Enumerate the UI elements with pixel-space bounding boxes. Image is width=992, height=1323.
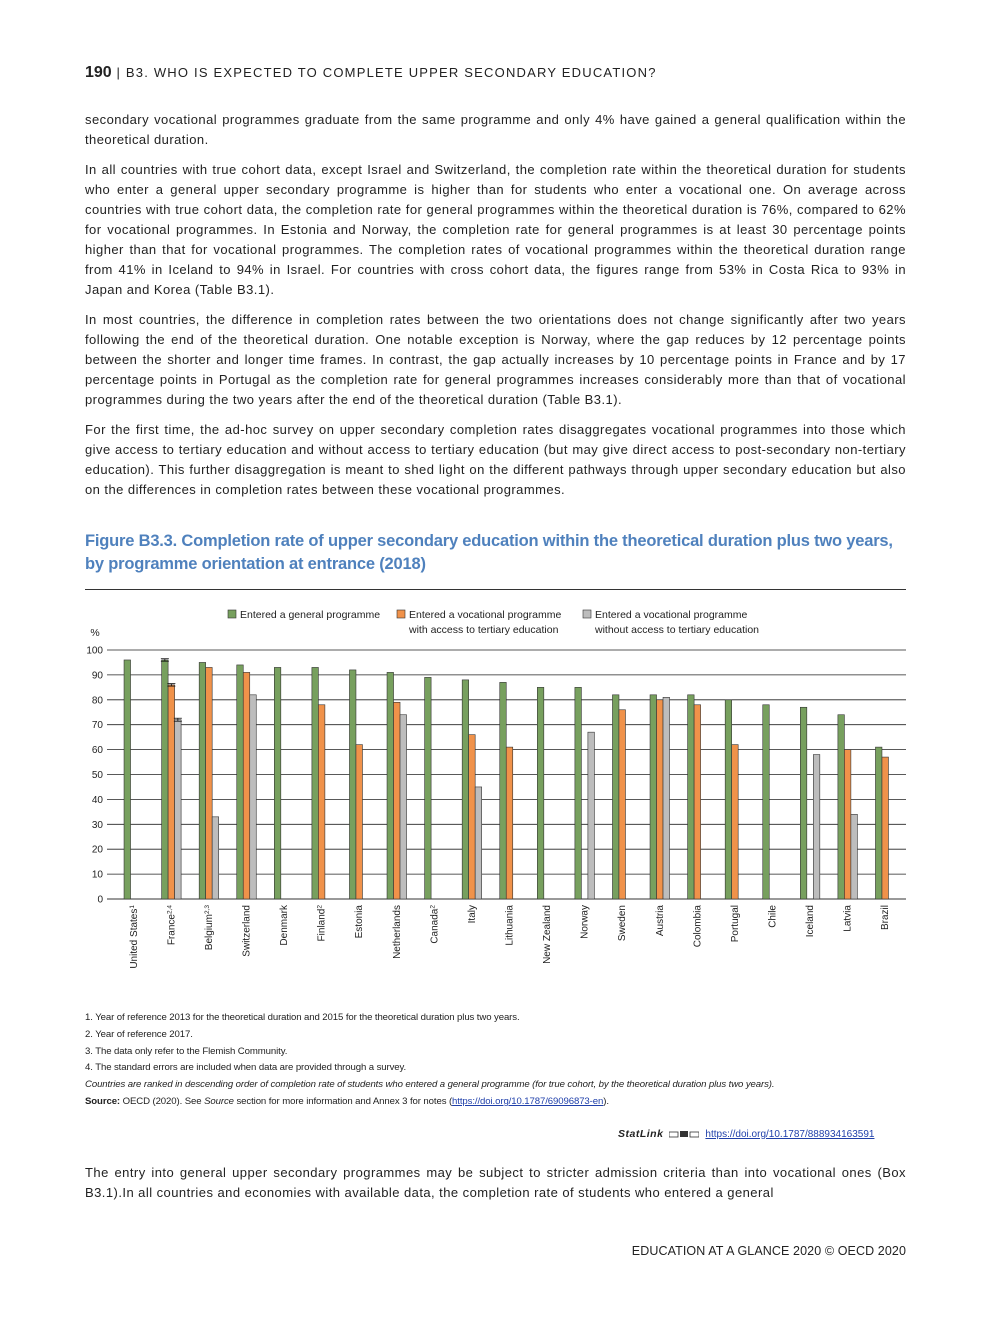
bar-vocational-tertiary: [882, 757, 889, 899]
source-italic: Source: [204, 1095, 234, 1107]
y-tick-label: 30: [91, 819, 103, 831]
closing-paragraph: The entry into general upper secondary programmes may be subject to stricter admission criteria than into vocational ones (Box B3.1).In all countries and economies with available data, the completion rate of students who entered a general: [85, 1165, 906, 1200]
figure-title: Figure B3.3. Completion rate of upper secondary education within the theoretical duration plus two years, by programme orientation at entrance (2018): [85, 532, 893, 573]
bar-general: [838, 715, 845, 899]
source-link[interactable]: https://doi.org/10.1787/69096873-en: [452, 1095, 604, 1107]
section-title: B3. WHO IS EXPECTED TO COMPLETE UPPER SECONDARY EDUCATION?: [125, 65, 657, 80]
bar-vocational-no-tertiary: [475, 787, 482, 899]
y-tick-label: 90: [91, 670, 103, 682]
y-tick-label: 20: [91, 844, 103, 856]
bar-vocational-tertiary: [469, 735, 476, 899]
bar-general: [425, 677, 432, 899]
bar-vocational-tertiary: [318, 705, 325, 899]
legend-swatch: [228, 610, 236, 618]
page-footer: EDUCATION AT A GLANCE 2020 © OECD 2020: [631, 1244, 906, 1258]
x-tick-label: Portugal: [729, 905, 741, 943]
bar-general: [612, 695, 619, 899]
bar-vocational-no-tertiary: [250, 695, 257, 899]
bar-vocational-tertiary: [732, 745, 739, 899]
x-tick-label: Belgium$^{2,3}$: [203, 905, 215, 951]
y-tick-label: 100: [86, 645, 103, 657]
statlink-label: StatLink: [618, 1128, 664, 1140]
bar-vocational-no-tertiary: [813, 755, 820, 899]
paragraph-3: In most countries, the difference in completion rates between the two orientations does not change significantly after two years following the end of the theoretical duration. One notable exception is Norway, where the gap reduces by 12 percentage points between the shorter and longer time frames. In contrast, the gap actually increases by 10 percentage points in France and by 17 percentage points in Portugal as the completion rate for general programmes increases considerably more than that of vocational programmes during the two years after the end of the theoretical duration (Table B3.1).: [85, 312, 906, 407]
bar-general: [650, 695, 657, 899]
source-end: ).: [603, 1095, 609, 1107]
paragraph-1: secondary vocational programmes graduate from the same programme and only 4% have gained a general qualification within the theoretical duration.: [85, 112, 906, 147]
bar-vocational-no-tertiary: [851, 814, 858, 899]
page-number: 190: [85, 64, 112, 81]
bar-vocational-tertiary: [168, 685, 175, 899]
bar-general: [162, 660, 169, 899]
bar-vocational-no-tertiary: [588, 732, 595, 899]
x-tick-label: Switzerland: [241, 905, 253, 957]
y-tick-label: 50: [91, 770, 103, 781]
x-tick-label: Lithuania: [504, 905, 516, 946]
bar-general: [575, 687, 582, 899]
x-tick-label: Finland$^2$: [316, 905, 328, 942]
x-tick-label: New Zealand: [542, 905, 554, 964]
bar-vocational-tertiary: [657, 700, 664, 899]
page-header: [85, 64, 657, 82]
bar-vocational-tertiary: [206, 667, 213, 899]
bar-vocational-no-tertiary: [663, 697, 670, 899]
x-tick-label: Brazil: [880, 905, 892, 931]
bar-general: [725, 700, 732, 899]
bar-vocational-tertiary: [506, 747, 513, 899]
x-tick-label: Norway: [579, 905, 591, 939]
y-tick-label: 0: [97, 894, 103, 906]
header-separator: |: [116, 65, 122, 80]
bar-vocational-tertiary: [694, 705, 701, 899]
statlink-logo-icon: [669, 1130, 699, 1138]
legend-swatch: [583, 610, 591, 618]
bar-general: [124, 660, 130, 899]
legend-label: Entered a general programme: [240, 609, 381, 621]
x-tick-label: Netherlands: [391, 905, 403, 959]
bar-general: [387, 672, 394, 899]
x-tick-label: Colombia: [692, 905, 704, 948]
source-text: OECD (2020). See: [120, 1095, 205, 1107]
note-4: 4. The standard errors are included when data are provided through a survey.: [85, 1062, 407, 1074]
bar-general: [800, 707, 807, 899]
bar-vocational-tertiary: [844, 750, 851, 899]
x-tick-label: United States$^1$: [128, 905, 140, 969]
bar-vocational-tertiary: [394, 702, 401, 899]
statlink: [618, 1128, 874, 1140]
x-tick-label: Sweden: [617, 905, 629, 942]
x-tick-label: Estonia: [354, 905, 366, 939]
y-tick-label: 40: [91, 794, 103, 806]
note-3: 3. The data only refer to the Flemish Community.: [85, 1045, 288, 1057]
x-tick-label: Canada$^2$: [429, 905, 441, 944]
source-line: [85, 1094, 915, 1111]
bar-general: [199, 662, 206, 899]
paragraph-2: In all countries with true cohort data, except Israel and Switzerland, the completion rate within the theoretical duration for students who enter a general upper secondary programme is higher than for students who enter a vocational one. On average across countries with true cohort data, the completion rate for general programmes within the theoretical duration is 76%, compared to 62% for vocational programmes. In Estonia and Norway, the completion rate for general programmes is at least 30 percentage points higher than that for vocational programmes. The completion rates of vocational programmes within the theoretical duration range from 41% in Iceland to 94% in Israel. For countries with cross cohort data, the figures range from 53% in Costa Rica to 93% in Japan and Korea (Table B3.1).: [85, 162, 906, 297]
bar-general: [763, 705, 770, 899]
bar-general: [537, 687, 544, 899]
x-tick-label: France$^{2,4}$: [166, 905, 178, 946]
bar-chart: [85, 600, 915, 995]
x-tick-label: Chile: [767, 905, 779, 928]
bar-general: [462, 680, 469, 899]
source-label: Source:: [85, 1095, 121, 1107]
y-tick-label: 80: [91, 695, 103, 707]
bar-vocational-tertiary: [356, 745, 363, 899]
bar-vocational-no-tertiary: [212, 817, 219, 899]
x-tick-label: Iceland: [805, 905, 817, 938]
legend-label: Entered a vocational programme without access to tertiary education: [595, 609, 760, 636]
y-tick-label: 60: [91, 745, 103, 757]
x-tick-label: Denmark: [279, 905, 291, 946]
note-2: 2. Year of reference 2017.: [85, 1028, 193, 1040]
x-tick-label: Italy: [466, 905, 478, 924]
bar-vocational-tertiary: [243, 672, 250, 899]
y-axis-label: %: [90, 627, 100, 639]
paragraph-4: For the first time, the ad-hoc survey on upper secondary completion rates disaggregates vocational programmes into those which give access to tertiary education and without access to tertiary education (but may give direct access to post-secondary non-tertiary education). This further disaggregation is meant to shed light on the different pathways through upper secondary education but also on the differences in completion rates between these vocational programmes.: [85, 422, 906, 497]
y-tick-label: 70: [91, 720, 103, 732]
statlink-url[interactable]: https://doi.org/10.1787/888934163591: [705, 1128, 875, 1140]
bar-vocational-no-tertiary: [400, 715, 407, 899]
bar-general: [688, 695, 695, 899]
bar-general: [274, 667, 281, 899]
source-text-2: section for more information and Annex 3 for notes (: [233, 1095, 453, 1107]
note-1: 1. Year of reference 2013 for the theoretical duration and 2015 for the theoretical duration plus two years.: [85, 1012, 520, 1023]
legend-label: Entered a vocational programme with access to tertiary education: [409, 609, 562, 636]
x-tick-label: Latvia: [842, 905, 854, 932]
legend-swatch: [397, 610, 405, 618]
bar-general: [237, 665, 244, 899]
figure-notes: [85, 1010, 915, 1111]
x-tick-label: Austria: [654, 905, 666, 937]
ranking-note: Countries are ranked in descending order of completion rate of students who entered a general programme (for true cohort, by the theoretical duration plus two years).: [85, 1079, 775, 1091]
bar-vocational-no-tertiary: [175, 720, 182, 899]
bar-general: [349, 670, 356, 899]
figure-top-rule: [85, 589, 906, 590]
bar-vocational-tertiary: [619, 710, 626, 899]
bar-general: [875, 747, 882, 899]
bar-general: [500, 682, 507, 899]
y-tick-label: 10: [91, 869, 103, 881]
bar-general: [312, 667, 319, 899]
